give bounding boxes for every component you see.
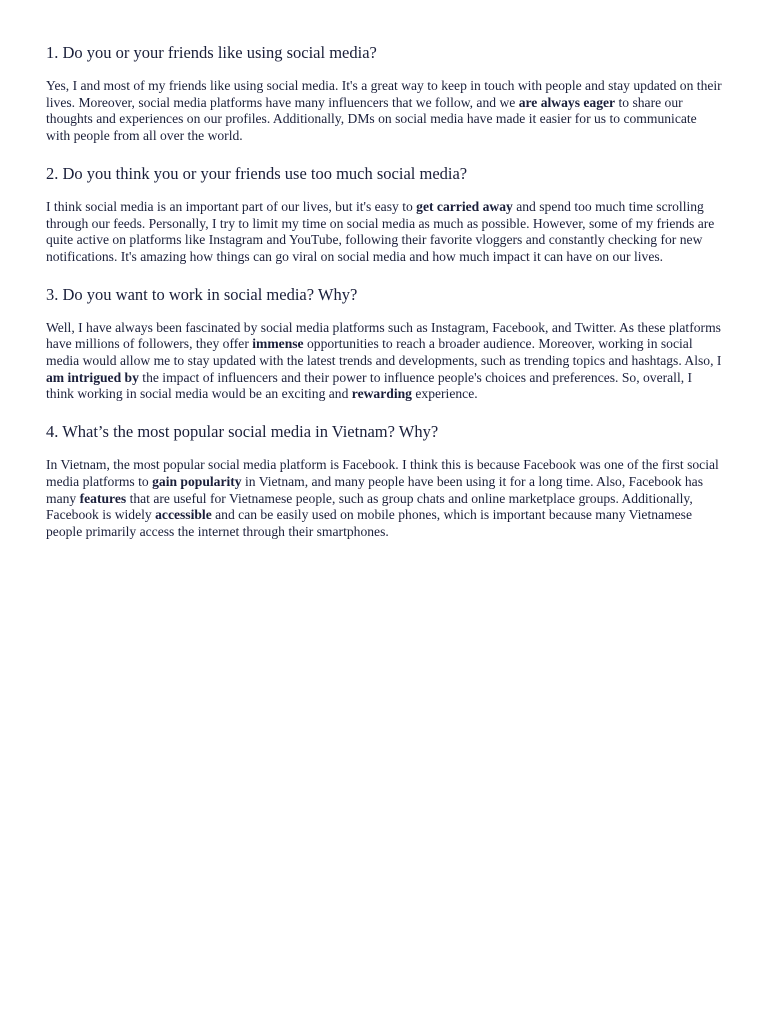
answer-3-text: experience. [411, 386, 478, 402]
answer-3-text: Well, I have always been fascinated by social media platforms such as Instagram, Facebook, and Twitter. As these platforms have millions of followers, they offer [46, 319, 721, 352]
answer-4-bold-phrase: gain popularity [152, 473, 242, 489]
answer-2-text: I think social media is an important part of our lives, but it's easy to [46, 198, 417, 214]
answer-2-text: and spend too much time scrolling through our feeds. Personally, I try to limit my time on social media as much as possible. However, some of my friends are quite active on platforms like Instagram and YouTube, following their favorite vloggers and constantly checking for new notifications. It's amazing how things can go viral on social media and how much impact it can have on our lives. [46, 198, 715, 264]
answer-2-bold-phrase: get carried away [416, 198, 513, 214]
qa-section-4 [46, 421, 722, 541]
qa-section-3 [46, 284, 722, 404]
answer-4-text: that are useful for Vietnamese people, such as group chats and online marketplace groups. Additionally, Facebook is widely [46, 490, 693, 523]
answer-4-text: In Vietnam, the most popular social media platform is Facebook. I think this is because Facebook was one of the first social media platforms to [46, 457, 719, 489]
answer-3-bold-phrase: immense [252, 336, 304, 352]
answer-3-text: the impact of influencers and their power to influence people's choices and preferences. So, overall, I think working in social media would be an exciting and [46, 369, 693, 402]
answer-4-text: and can be easily used on mobile phones, which is important because many Vietnamese people primarily access the internet through their smartphones. [46, 507, 692, 539]
qa-section-2 [46, 163, 722, 266]
answer-4-text: in Vietnam, and many people have been using it for a long time. Also, Facebook has many [46, 473, 704, 506]
answer-3-bold-phrase: am intrigued by [46, 369, 139, 385]
answer-1-text: Yes, I and most of my friends like using social media. It's a great way to keep in touch with people and stay updated on their lives. Moreover, social media platforms have many influencers that we follow, and we [46, 78, 722, 110]
question-1: 1. Do you or your friends like using social media? [46, 43, 377, 62]
answer-4-bold-phrase: features [79, 490, 127, 506]
answer-2 [46, 199, 722, 266]
qa-section-1 [46, 42, 722, 145]
question-3: 3. Do you want to work in social media? Why? [46, 284, 358, 304]
answer-1 [46, 78, 722, 145]
answer-3-bold-phrase: rewarding [351, 386, 412, 402]
answer-1-text: to share our thoughts and experiences on our profiles. Additionally, DMs on social media have made it easier for us to communicate with people from all over the world. [46, 94, 697, 144]
answer-3-text: opportunities to reach a broader audience. Moreover, working in social media would allow me to stay updated with the latest trends and developments, such as trending topics and hashtags. Also, I [46, 336, 722, 369]
answer-4 [46, 457, 722, 541]
answer-1-bold-phrase: are always eager [518, 94, 616, 110]
question-2: 2. Do you think you or your friends use too much social media? [46, 163, 468, 183]
answer-4-bold-phrase: accessible [155, 507, 212, 523]
answer-3 [46, 320, 722, 404]
question-4: 4. What’s the most popular social media in Vietnam? Why? [46, 422, 439, 442]
